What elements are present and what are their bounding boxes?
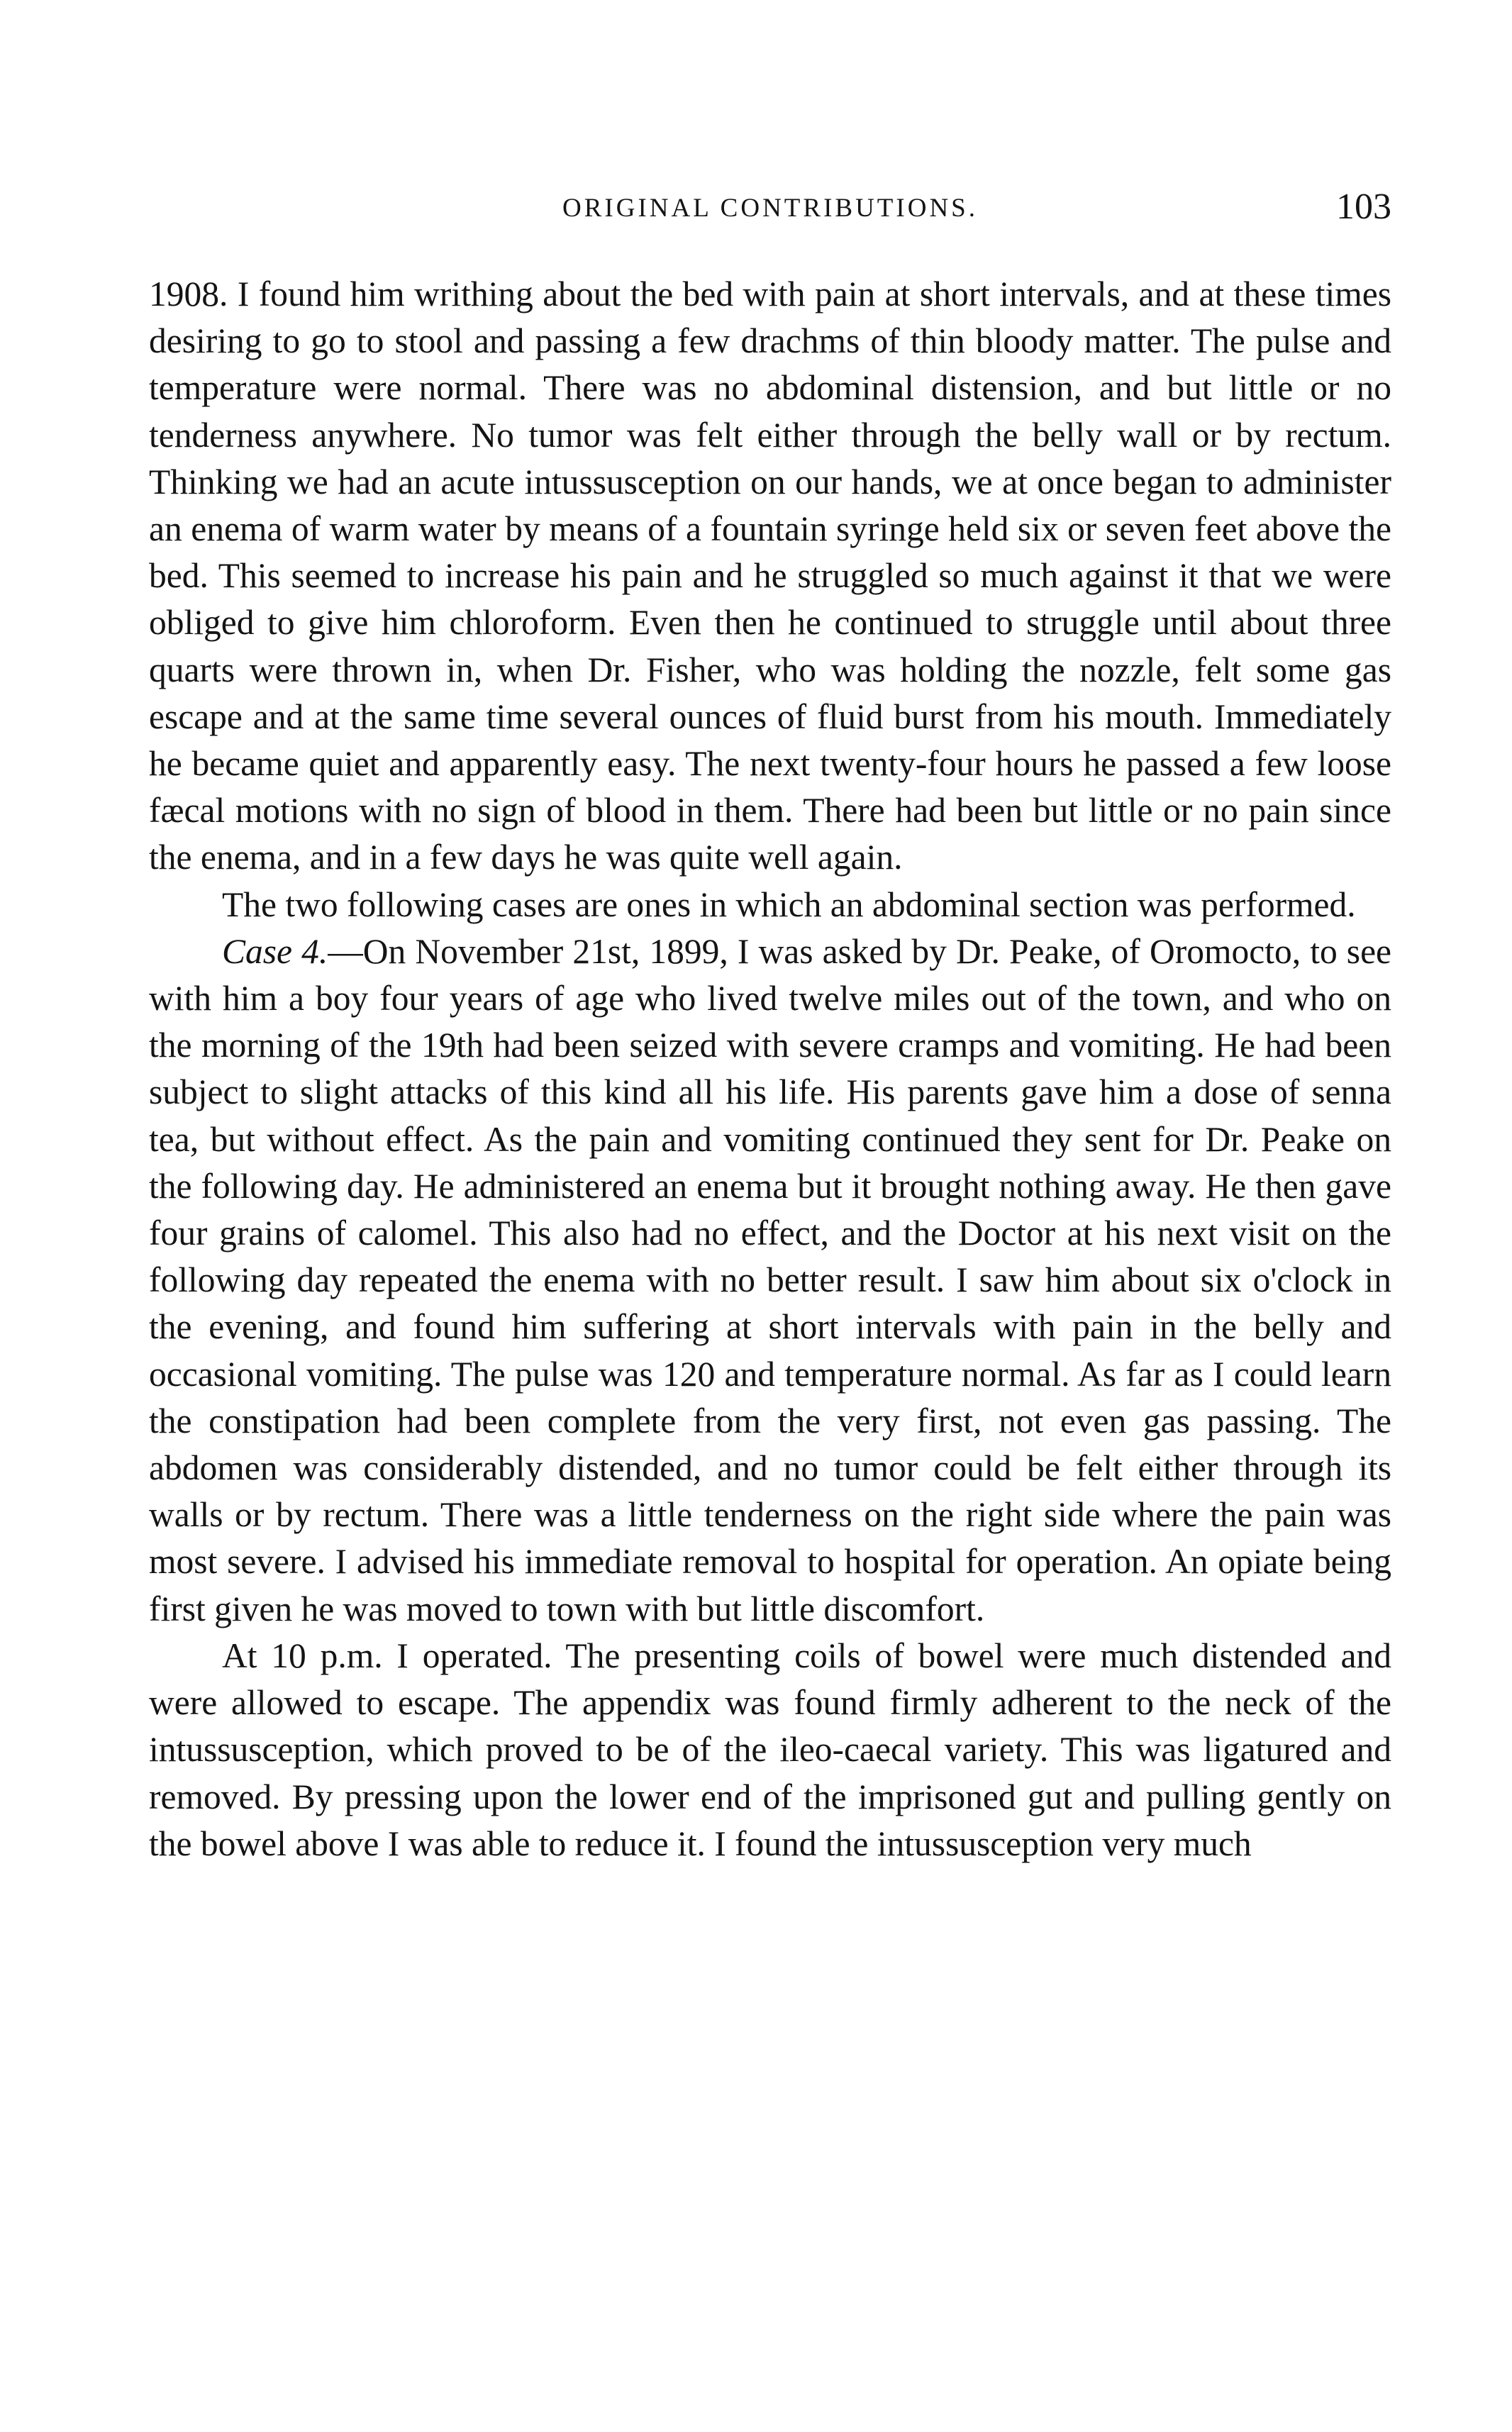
page-number: 103: [1336, 187, 1391, 227]
paragraph-operation: At 10 p.m. I operated. The presenting coils of bowel were much distended and were allowed to escape. The appendix was found firmly adherent to the neck of the intussusception, which proved to be of the ileo-caecal variety. This was ligatured and removed. By pressing upon the lower end of the imprisoned gut and pulling gently on the bowel above I was able to reduce it. I found the intussusception very much: [149, 1636, 1391, 1863]
running-head: [149, 186, 1391, 235]
paragraph-case-4: [149, 928, 1391, 1633]
paragraph-abdominal-section-intro: The two following cases are ones in which an abdominal section was performed.: [222, 884, 1356, 924]
case-4-text: —On November 21st, 1899, I was asked by Dr. Peake, of Oromocto, to see with him a boy four years of age who lived twelve miles out of the town, and who on the morning of the 19th had been seized with severe cramps and vomiting. He had been subject to slight attacks of this kind all his life. His parents gave him a dose of senna tea, but without effect. As the pain and vomiting continued they sent for Dr. Peake on the following day. He administered an enema but it brought nothing away. He then gave four grains of calomel. This also had no effect, and the Doctor at his next visit on the following day repeated the enema with no better result. I saw him about six o'clock in the evening, and found him suffering at short intervals with pain in the belly and occasional vomiting. The pulse was 120 and temperature normal. As far as I could learn the constipation had been complete from the very first, not even gas passing. The abdomen was considerably distended, and no tumor could be felt either through its walls or by rectum. There was a little tenderness on the right side where the pain was most severe. I advised his immediate removal to hospital for operation. An opiate being first given he was moved to town with but little discomfort.: [149, 931, 1392, 1628]
running-title: ORIGINAL CONTRIBUTIONS.: [562, 194, 978, 223]
paragraph-continuation: 1908. I found him writhing about the bed with pain at short intervals, and at these times desiring to go to stool and passing a few drachms of thin bloody matter. The pulse and temperature were normal. There was no abdominal distension, and but little or no tenderness anywhere. No tumor was felt either through the belly wall or by rectum. Thinking we had an acute intussusception on our hands, we at once began to administer an enema of warm water by means of a fountain syringe held six or seven feet above the bed. This seemed to increase his pain and he struggled so much against it that we were obliged to give him chloroform. Even then he continued to struggle until about three quarts were thrown in, when Dr. Fisher, who was holding the nozzle, felt some gas escape and at the same time several ounces of fluid burst from his mouth. Immediately he became quiet and apparently easy. The next twenty-four hours he passed a few loose fæcal motions with no sign of blood in them. There had been but little or no pain since the enema, and in a few days he was quite well again.: [149, 274, 1391, 877]
case-4-label: Case 4.: [222, 931, 328, 971]
body-text: [149, 271, 1391, 1867]
